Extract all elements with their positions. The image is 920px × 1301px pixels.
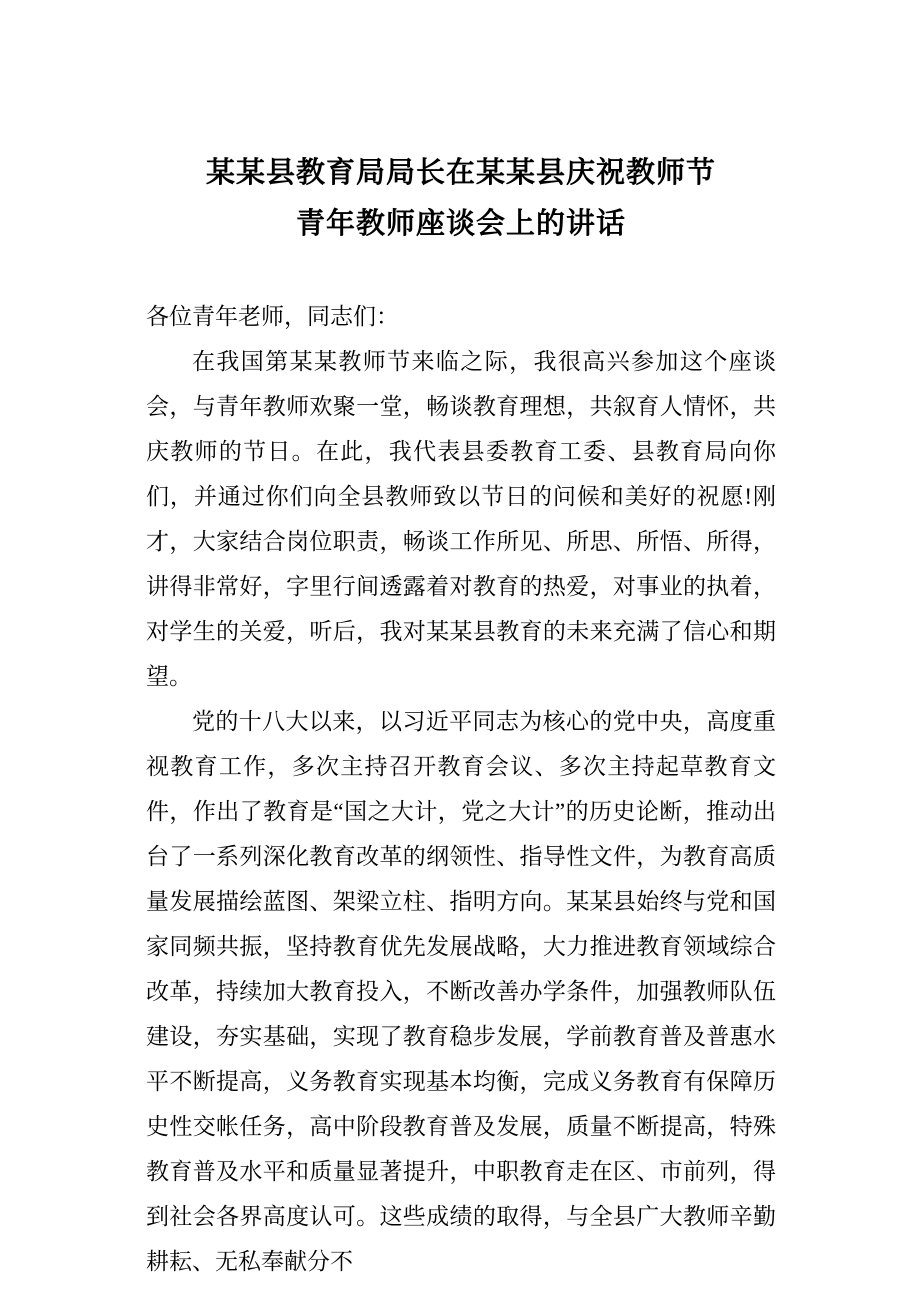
- body-paragraph-2: 党的十八大以来，以习近平同志为核心的党中央，高度重视教育工作，多次主持召开教育会议、多次主持起草教育文件，作出了教育是“国之大计，党之大计”的历史论断，推动出台了一系列深化教育改革的纲领性、指导性文件，为教育高质量发展描绘蓝图、架梁立柱、指明方向。某某县始终与党和国家同频共振，坚持教育优先发展战略，大力推进教育领域综合改革，持续加大教育投入，不断改善办学条件，加强教师队伍建设，夯实基础，实现了教育稳步发展，学前教育普及普惠水平不断提高，义务教育实现基本均衡，完成义务教育有保障历史性交帐任务，高中阶段教育普及发展，质量不断提高，特殊教育普及水平和质量显著提升，中职教育走在区、市前列，得到社会各界高度认可。这些成绩的取得，与全县广大教师辛勤耕耘、无私奉献分不: [146, 709, 776, 1274]
- document-title-line-2: 青年教师座谈会上的讲话: [295, 208, 626, 240]
- document-title: [146, 148, 776, 250]
- body-paragraph-1: 在我国第某某教师节来临之际，我很高兴参加这个座谈会，与青年教师欢聚一堂，畅谈教育理想，共叙育人情怀，共庆教师的节日。在此，我代表县委教育工委、县教育局向你们，并通过你们向全县教师致以节日的问候和美好的祝愿!刚才，大家结合岗位职责，畅谈工作所见、所思、所悟、所得，讲得非常好，字里行间透露着对教育的热爱，对事业的执着，对学生的关爱，听后，我对某某县教育的未来充满了信心和期望。: [146, 349, 776, 689]
- salutation: 各位青年老师，同志们：: [146, 304, 399, 329]
- document-title-line-1: 某某县教育局局长在某某县庆祝教师节: [205, 157, 716, 189]
- document-body: [146, 294, 776, 1284]
